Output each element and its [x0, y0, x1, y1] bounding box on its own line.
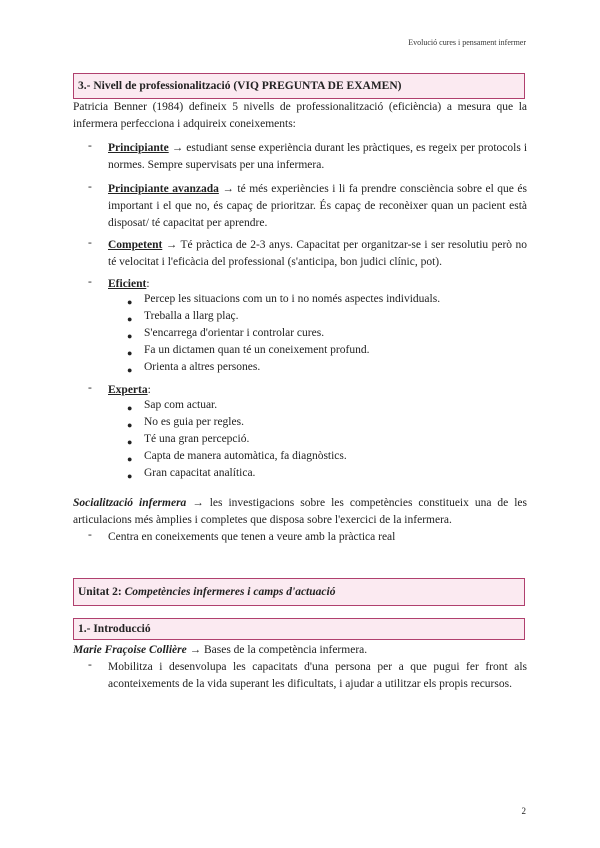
- page-number: 2: [521, 806, 526, 816]
- socialization-sub: Centra en coneixements que tenen a veure amb la pràctica real: [108, 531, 396, 543]
- level-term: Experta: [108, 384, 148, 396]
- socialization-text: les investigacions sobre les competències constitueix una de les articulacions més àmplies i completes que disposa sobre l'exercici de la infermera.: [73, 497, 527, 526]
- list-dash: -: [88, 529, 92, 541]
- bullet-item: Gran capacitat analítica.: [144, 467, 256, 479]
- subsection-title: 1.- Introducció: [78, 623, 151, 635]
- collier-text: Bases de la competència infermera.: [203, 644, 368, 656]
- level-term: Eficient: [108, 278, 147, 290]
- colon: :: [146, 278, 150, 290]
- list-dash: -: [88, 237, 92, 249]
- list-dash: -: [88, 140, 92, 152]
- list-dash: -: [88, 382, 92, 394]
- level-competent: [108, 237, 527, 271]
- list-dash: -: [88, 181, 92, 193]
- arrow: →: [189, 644, 202, 656]
- bullet-icon: ●: [127, 420, 133, 430]
- bullet-item: No es guia per regles.: [144, 416, 244, 428]
- page-header: Evolució cures i pensament infermer: [408, 38, 526, 47]
- bullet-item: Té una gran percepció.: [144, 433, 250, 445]
- bullet-icon: ●: [127, 454, 133, 464]
- level-term: Principiante: [108, 142, 169, 154]
- bullet-icon: ●: [127, 437, 133, 447]
- bullet-item: S'encarrega d'orientar i controlar cures.: [144, 327, 325, 339]
- bullet-icon: ●: [127, 314, 133, 324]
- level-eficient: [108, 276, 527, 293]
- level-principiante: [108, 140, 527, 174]
- collier-line: [73, 642, 527, 659]
- arrow: →: [222, 183, 234, 195]
- collier-sub: Mobilitza i desenvolupa les capacitats d'una persona per a que pugui fer front als aconteixements de la vida superant les dificultats, i ajudar a utilitzar els propis recursos.: [108, 661, 527, 690]
- bullet-item: Capta de manera automàtica, fa diagnòstics.: [144, 450, 347, 462]
- arrow: →: [192, 497, 204, 509]
- bullet-icon: ●: [127, 348, 133, 358]
- unit-title-box: [73, 578, 525, 606]
- level-text: estudiant sense experiència durant les pràctiques, es regeix per protocols i normes. Sempre supervisats per una infermera.: [108, 142, 528, 171]
- unit-title: [74, 579, 524, 606]
- bullet-icon: ●: [127, 403, 133, 413]
- list-dash: -: [88, 659, 92, 671]
- bullet-item: Orienta a altres persones.: [144, 361, 261, 373]
- bullet-item: Fa un dictamen quan té un coneixement profund.: [144, 344, 370, 356]
- level-experta: [108, 382, 527, 399]
- arrow: →: [165, 239, 178, 251]
- bullet-icon: ●: [127, 365, 133, 375]
- level-term: Competent: [108, 239, 163, 251]
- unit-label: Unitat 2:: [78, 586, 122, 598]
- bullet-icon: ●: [127, 471, 133, 481]
- list-dash: -: [88, 276, 92, 288]
- level-text: Té pràctica de 2-3 anys. Capacitat per organitzar-se i ser resolutiu però no té velocitat i l'eficàcia del professional (s'anticipa, bon judici clínic, pot).: [108, 239, 527, 268]
- bullet-icon: ●: [127, 297, 133, 307]
- socialization-term: Socialització infermera: [73, 497, 187, 509]
- bullet-item: Sap com actuar.: [144, 399, 218, 411]
- unit-name: Competències infermeres i camps d'actuació: [124, 586, 336, 598]
- colon: :: [147, 384, 151, 396]
- author-name: Marie Fraçoise Collière: [73, 644, 187, 656]
- arrow: →: [171, 142, 184, 154]
- level-term: Principiante avanzada: [108, 183, 219, 195]
- section-title: 3.- Nivell de professionalització (VIQ PREGUNTA DE EXAMEN): [78, 80, 402, 92]
- socialization-paragraph: [73, 495, 527, 529]
- bullet-item: Percep les situacions com un to i no només aspectes individuals.: [144, 293, 441, 305]
- level-text: té més experiències i li fa prendre consciència sobre el que és important i el que no, és capaç de prioritzar. És capaç de reconèixer quan un pacient està disposat/ té capacitat per aprendre.: [108, 183, 527, 229]
- level-principiante-avanzada: [108, 181, 527, 232]
- bullet-item: Treballa a llarg plaç.: [144, 310, 239, 322]
- section-title-box: [73, 73, 525, 99]
- subsection-title-box: [73, 618, 525, 640]
- bullet-icon: ●: [127, 331, 133, 341]
- intro-paragraph: Patricia Benner (1984) defineix 5 nivells de professionalització (eficiència) a mesura que la infermera perfecciona i adquireix coneixements:: [73, 101, 527, 130]
